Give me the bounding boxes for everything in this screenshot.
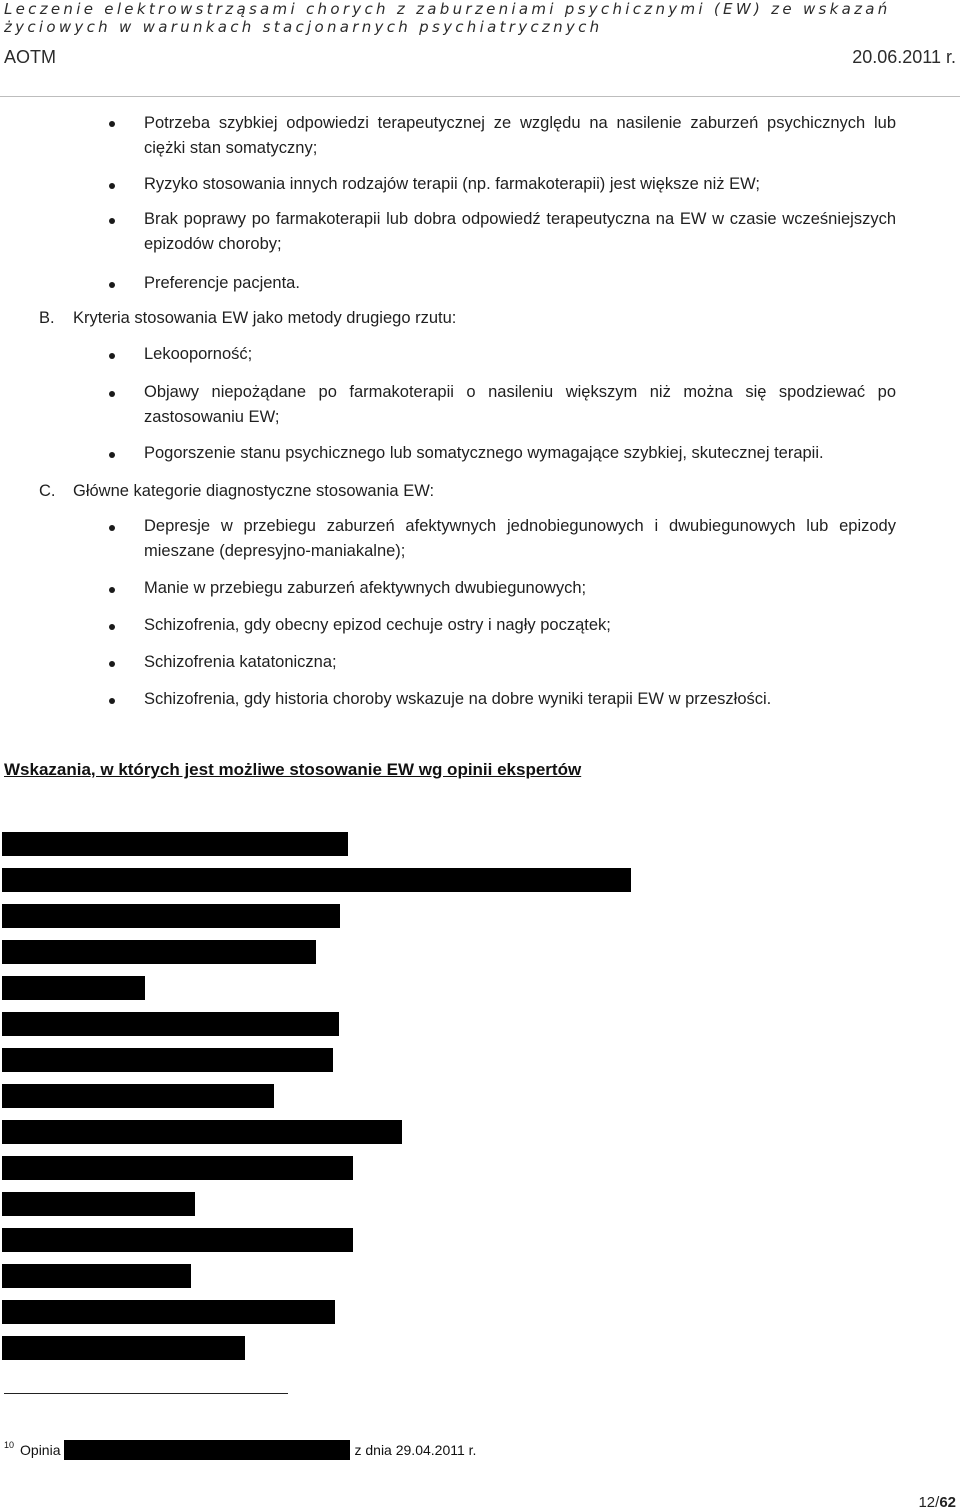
- list-item: Schizofrenia katatoniczna;: [144, 653, 337, 671]
- redaction-bar: [2, 1156, 353, 1180]
- footnote-number: 10: [4, 1440, 15, 1450]
- redaction-bar: [2, 1048, 333, 1072]
- bullet-icon: [109, 218, 115, 224]
- section-b-heading: [39, 306, 456, 331]
- page-current: 12: [918, 1494, 936, 1511]
- bullet-icon: [109, 624, 115, 630]
- page-number: 12/62: [918, 1494, 956, 1511]
- redaction-bar: [2, 1336, 245, 1360]
- section-letter: C.: [39, 482, 56, 500]
- section-title: Główne kategorie diagnostyczne stosowania EW:: [73, 482, 435, 500]
- list-item: Lekooporność;: [144, 345, 253, 363]
- redaction-bar: [2, 1120, 402, 1144]
- footnote: [4, 1440, 476, 1460]
- redaction-bar: [2, 1012, 339, 1036]
- redaction-bar: [2, 1300, 335, 1324]
- redaction-bar: [64, 1440, 350, 1460]
- bullet-icon: [109, 282, 115, 288]
- bullet-icon: [109, 525, 115, 531]
- page-total: 62: [939, 1494, 956, 1511]
- redaction-bar: [2, 832, 348, 856]
- list-item: Preferencje pacjenta.: [144, 274, 300, 292]
- redaction-bar: [2, 1084, 274, 1108]
- bullet-icon: [109, 587, 115, 593]
- section-title: Kryteria stosowania EW jako metody drugiego rzutu:: [73, 309, 457, 327]
- redaction-bar: [2, 976, 145, 1000]
- bullet-icon: [109, 391, 115, 397]
- list-item: Schizofrenia, gdy historia choroby wskazuje na dobre wyniki terapii EW w przeszłości.: [144, 690, 772, 708]
- bullet-icon: [109, 661, 115, 667]
- header-date: 20.06.2011 r.: [852, 47, 956, 67]
- section-heading: Wskazania, w których jest możliwe stosowanie EW wg opinii ekspertów: [4, 760, 582, 779]
- bullet-icon: [109, 353, 115, 359]
- bullet-icon: [109, 452, 115, 458]
- list-item: Brak poprawy po farmakoterapii lub dobra odpowiedź terapeutyczna na EW w czasie wcześniejszych epizodów choroby;: [144, 210, 896, 253]
- list-item: Depresje w przebiegu zaburzeń afektywnych jednobiegunowych i dwubiegunowych lub epizody mieszane (depresyjno-maniakalne);: [144, 517, 896, 560]
- redaction-bar: [2, 868, 631, 892]
- redaction-bar: [2, 1264, 191, 1288]
- redaction-bar: [2, 1192, 195, 1216]
- list-item: Ryzyko stosowania innych rodzajów terapii (np. farmakoterapii) jest większe niż EW;: [144, 175, 760, 193]
- list-item: Potrzeba szybkiej odpowiedzi terapeutycznej ze względu na nasilenie zaburzeń psychicznych lub ciężki stan somatyczny;: [144, 114, 896, 157]
- bullet-icon: [109, 121, 115, 127]
- bullet-icon: [109, 698, 115, 704]
- footnote-divider: [4, 1393, 288, 1394]
- list-item: Objawy niepożądane po farmakoterapii o nasileniu większym niż można się spodziewać po zastosowaniu EW;: [144, 383, 896, 426]
- list-item: Manie w przebiegu zaburzeń afektywnych dwubiegunowych;: [144, 579, 587, 597]
- footnote-suffix: z dnia 29.04.2011 r.: [354, 1442, 477, 1458]
- document-running-title-line-2: życiowych w warunkach stacjonarnych psychiatrycznych: [4, 18, 603, 36]
- header-divider: [0, 96, 960, 97]
- redaction-bar: [2, 904, 340, 928]
- redaction-bar: [2, 940, 316, 964]
- footnote-prefix: Opinia: [20, 1442, 61, 1458]
- header-organization: AOTM: [4, 47, 56, 67]
- section-c-heading: [39, 479, 434, 504]
- document-running-title-line-1: Leczenie elektrowstrząsami chorych z zaburzeniami psychicznymi (EW) ze wskazań: [4, 0, 891, 18]
- section-letter: B.: [39, 309, 55, 327]
- list-item: Schizofrenia, gdy obecny epizod cechuje ostry i nagły początek;: [144, 616, 611, 634]
- bullet-icon: [109, 183, 115, 189]
- list-item: Pogorszenie stanu psychicznego lub somatycznego wymagające szybkiej, skutecznej terapii.: [144, 444, 824, 462]
- redaction-bar: [2, 1228, 353, 1252]
